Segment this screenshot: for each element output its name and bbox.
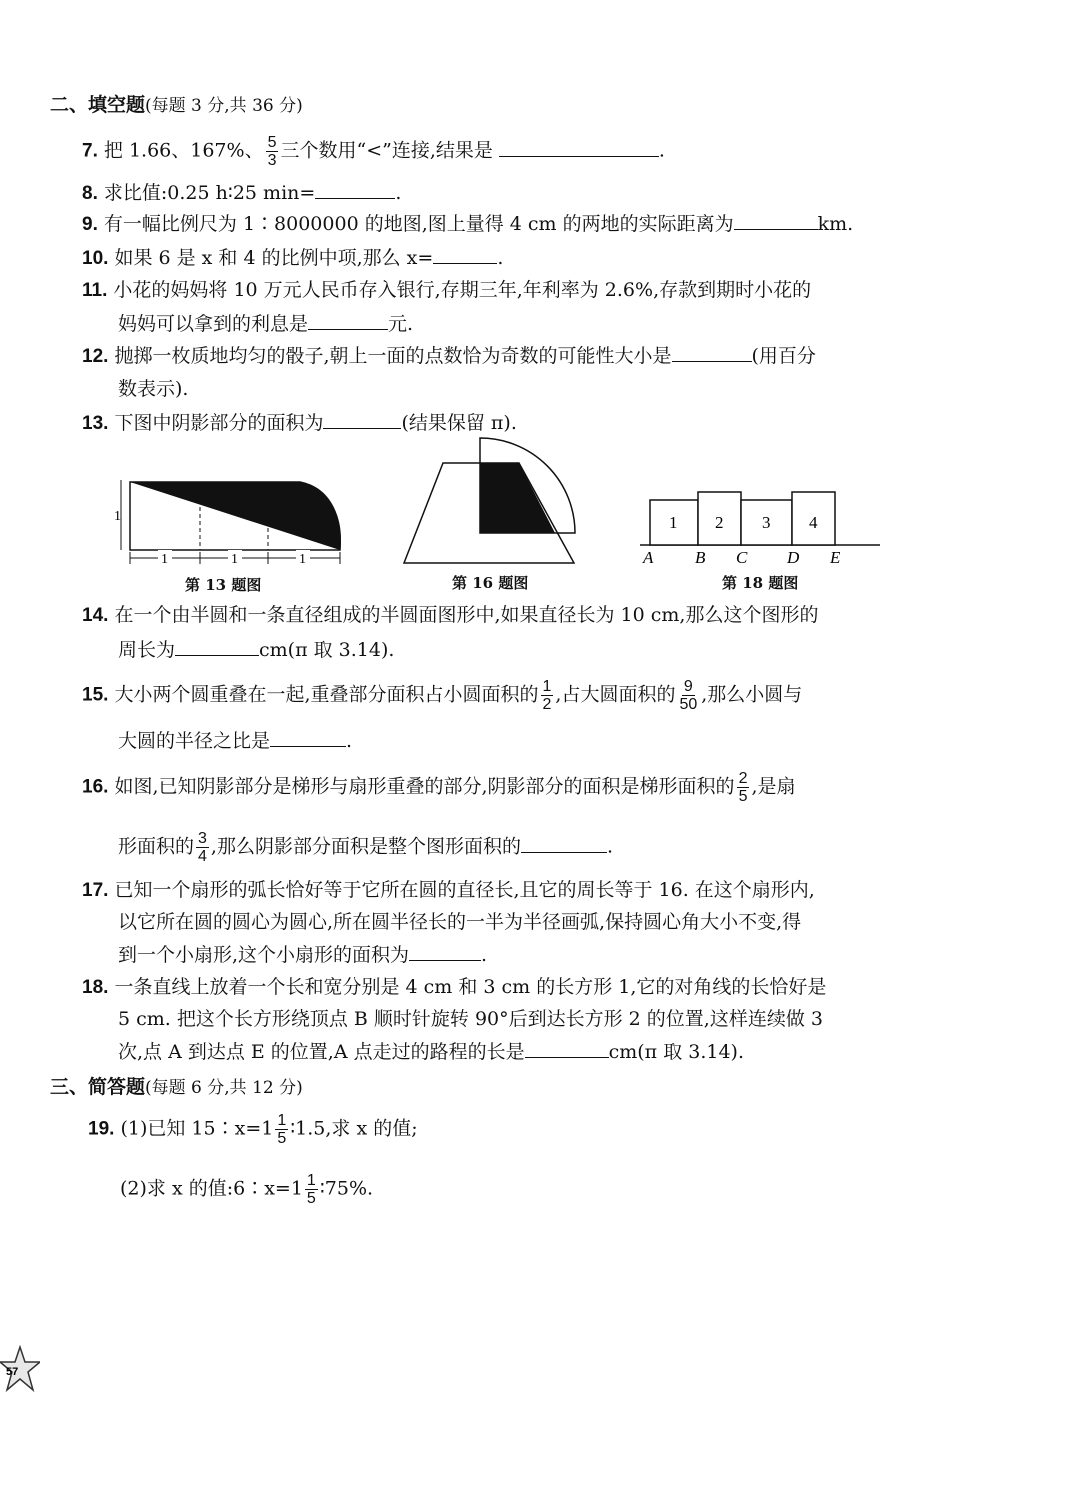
fig18-caption: 第 18 题图: [722, 574, 799, 592]
section-3-header: [50, 1072, 303, 1099]
question-17-line-2: 以它所在圆的圆心为圆心,所在圆半径长的一半为半径画弧,保持圆心角大小不变,得: [118, 911, 802, 933]
question-9: 9. 有一幅比例尺为 1∶8000000 的地图,图上量得 4 cm 的两地的实际距离为 km.: [82, 213, 854, 235]
answer-blank[interactable]: [734, 211, 818, 230]
answer-blank[interactable]: [308, 311, 388, 330]
answer-blank[interactable]: [315, 180, 395, 199]
box-label: 3: [762, 513, 771, 532]
question-14-line-2: 周长为 cm(π 取 3.14).: [118, 639, 395, 661]
box-label: 1: [669, 513, 678, 532]
fraction: $\frac{1}{5}$: [277, 1112, 287, 1147]
point-label: E: [830, 548, 841, 567]
answer-blank[interactable]: [672, 343, 752, 362]
point-label: B: [695, 548, 706, 567]
answer-blank[interactable]: [499, 138, 659, 157]
question-18: 18. 一条直线上放着一个长和宽分别是 4 cm 和 3 cm 的长方形 1,它的对角线的长恰好是: [82, 976, 827, 998]
fraction: $\frac{1}{5}$: [306, 1172, 316, 1207]
section-title: 三、简答题: [50, 1076, 146, 1098]
question-7: 7. 把 1.66、167%、 $\frac{5}{3}$ 三个数用“<”连接,结果是 .: [82, 134, 665, 169]
answer-blank[interactable]: [409, 942, 481, 961]
point-label: C: [736, 548, 748, 567]
box-label: 2: [715, 513, 724, 532]
answer-blank[interactable]: [175, 637, 259, 656]
question-15: 15. 大小两个圆重叠在一起,重叠部分面积占小圆面积的 $\frac{1}{2}$ ,占大圆面积的 $\frac{9}{50}$ ,那么小圆与: [82, 678, 803, 713]
fraction: $\frac{1}{2}$: [542, 678, 552, 713]
question-11-line-2: 妈妈可以拿到的利息是 元.: [118, 313, 414, 335]
point-label: A: [643, 548, 654, 567]
page-number: 57: [6, 1366, 19, 1378]
question-12: 12. 抛掷一枚质地均匀的骰子,朝上一面的点数恰为奇数的可能性大小是 (用百分: [82, 345, 816, 367]
question-15-line-2: 大圆的半径之比是 .: [118, 730, 353, 752]
figure-16: [404, 438, 575, 563]
question-18-line-3: 次,点 A 到达点 E 的位置,A 点走过的路程的长是 cm(π 取 3.14).: [118, 1041, 744, 1063]
fraction: $\frac{9}{50}$: [679, 678, 698, 713]
answer-blank[interactable]: [323, 410, 401, 429]
section-note: (每题 3 分,共 36 分): [145, 96, 303, 116]
figure-13: [114, 480, 341, 567]
section-note: (每题 6 分,共 12 分): [145, 1078, 303, 1098]
page-number-star: [0, 1345, 40, 1395]
question-19-part-2: (2)求 x 的值:6∶x=1 $\frac{1}{5}$ ∶75%.: [120, 1172, 374, 1207]
box-label: 4: [809, 513, 818, 532]
fraction: $\frac{5}{3}$: [267, 134, 277, 169]
figure-18: [640, 492, 880, 567]
answer-blank[interactable]: [521, 834, 607, 853]
question-8: 8. 求比值:0.25 h∶25 min= .: [82, 182, 402, 204]
question-18-line-2: 5 cm. 把这个长方形绕顶点 B 顺时针旋转 90°后到达长方形 2 的位置,这样连续做 3: [118, 1008, 823, 1030]
fig13-width-label: 1: [161, 552, 168, 567]
fraction: $\frac{3}{4}$: [198, 830, 207, 865]
question-14: 14. 在一个由半圆和一条直径组成的半圆面图形中,如果直径长为 10 cm,那么这个图形的: [82, 604, 819, 626]
point-label: D: [787, 548, 800, 567]
question-10: 10. 如果 6 是 x 和 4 的比例中项,那么 x= .: [82, 247, 504, 269]
section-2-header: [50, 90, 303, 117]
question-13: 13. 下图中阴影部分的面积为 (结果保留 π).: [82, 412, 517, 434]
fig13-caption: 第 13 题图: [185, 576, 262, 594]
fig13-height-label: 1: [114, 509, 121, 524]
fig13-width-label: 1: [231, 552, 238, 567]
question-17: 17. 已知一个扇形的弧长恰好等于它所在圆的直径长,且它的周长等于 16. 在这个扇形内,: [82, 879, 815, 901]
answer-blank[interactable]: [433, 245, 497, 264]
fraction: $\frac{2}{5}$: [738, 770, 748, 805]
question-16-line-2: 形面积的 $\frac{3}{4}$ ,那么阴影部分面积是整个图形面积的 .: [118, 830, 614, 865]
fig16-shaded-overlap: [480, 463, 555, 533]
fig13-width-label: 1: [299, 552, 306, 567]
answer-blank[interactable]: [525, 1039, 609, 1058]
figures-row: [0, 430, 1080, 600]
question-11: 11. 小花的妈妈将 10 万元人民币存入银行,存期三年,年利率为 2.6%,存款到期时小花的: [82, 279, 812, 301]
fig16-caption: 第 16 题图: [452, 574, 529, 592]
question-12-line-2: 数表示).: [118, 378, 189, 400]
answer-blank[interactable]: [270, 728, 346, 747]
question-16: 16. 如图,已知阴影部分是梯形与扇形重叠的部分,阴影部分的面积是梯形面积的 $\frac{2}{5}$ ,是扇: [82, 770, 796, 805]
section-title: 二、填空题: [50, 94, 146, 116]
question-17-line-3: 到一个小扇形,这个小扇形的面积为 .: [118, 944, 488, 966]
question-19-part-1: 19. (1)已知 15∶x=1 $\frac{1}{5}$ ∶1.5,求 x 的值;: [88, 1112, 418, 1147]
